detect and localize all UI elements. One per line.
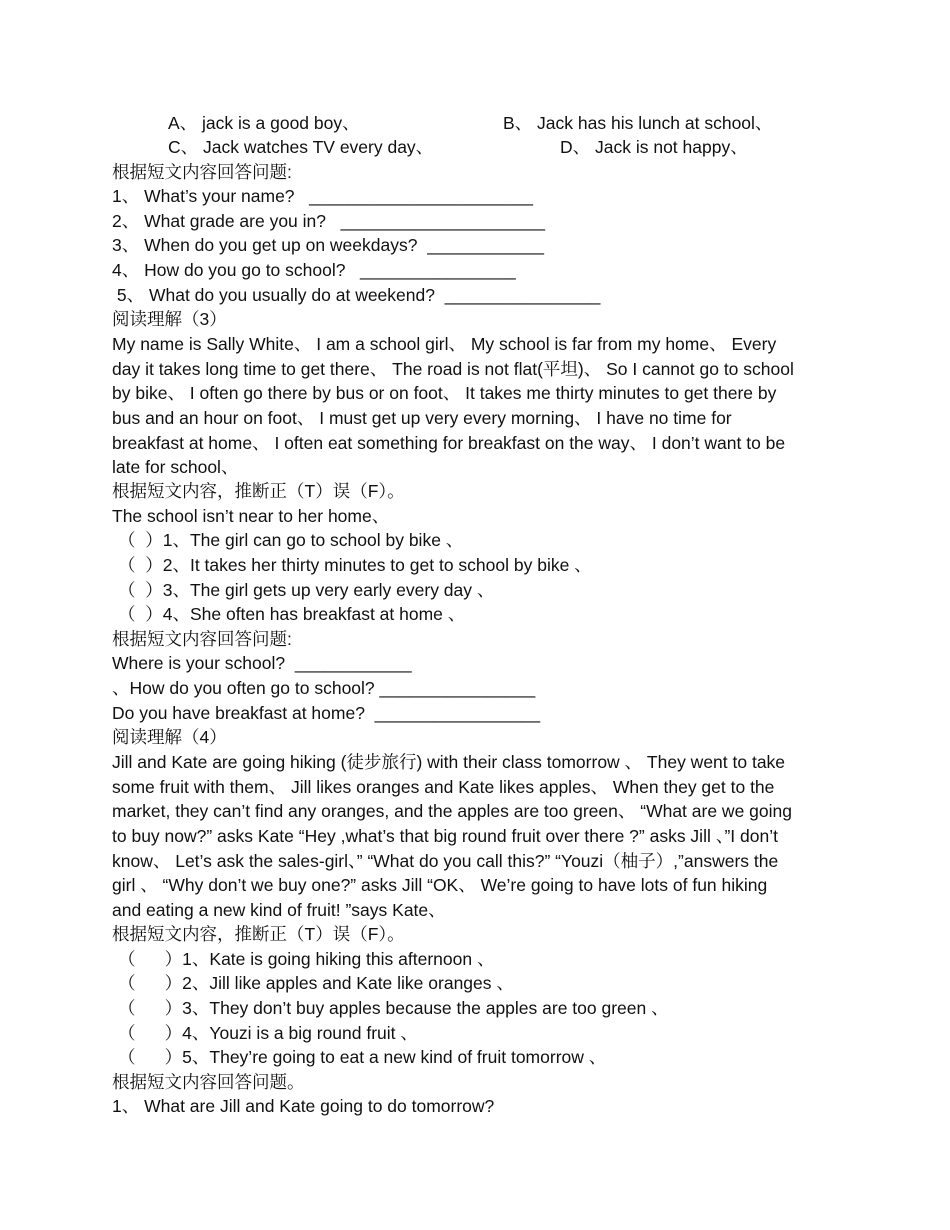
passage-line: My name is Sally White、 I am a school girl、 My school is far from my home、 Every xyxy=(112,334,777,354)
section-heading: 根据短文内容回答问题: xyxy=(112,162,292,182)
passage-line: bus and an hour on foot、 I must get up very every morning、 I have no time for xyxy=(112,407,732,428)
passage-line: girl 、 “Why don’t we buy one?” asks Jill “OK、 We’re going to have lots of fun hiking xyxy=(112,875,768,896)
question-item: 1、 What are Jill and Kate going to do tomorrow? xyxy=(112,1096,495,1116)
option-d: D、 Jack is not happy、 xyxy=(560,137,748,157)
question-item: Do you have breakfast at home? _________________ xyxy=(112,703,541,723)
passage-line: by bike、 I often go there by bus or on foot、 It takes me thirty minutes to get there by xyxy=(112,383,777,404)
tf-item: （ ）4、Youzi is a big round fruit 、 xyxy=(118,1023,418,1043)
passage-line: late for school、 xyxy=(112,457,239,478)
reading-passage xyxy=(112,332,840,480)
question-item: 5、 What do you usually do at weekend? ________________ xyxy=(112,285,601,305)
tf-item: （ ）4、She often has breakfast at home 、 xyxy=(118,604,466,624)
reading-title: 阅读理解（3） xyxy=(112,309,227,329)
passage-line: market, they can’t find any oranges, and the apples are too green、 “What are we going xyxy=(112,801,792,822)
passage-line: breakfast at home、 I often eat something for breakfast on the way、 I don’t want to be xyxy=(112,432,786,453)
question-item: 1、 What’s your name? _______________________ xyxy=(112,186,533,206)
reading-passage xyxy=(112,750,840,923)
section-heading: 根据短文内容，推断正（T）误（F）。 xyxy=(112,924,405,944)
passage-line: Jill and Kate are going hiking (徒步旅行) with their class tomorrow 、 They went to take xyxy=(112,752,786,772)
section-heading: 根据短文内容，推断正（T）误（F）。 xyxy=(112,481,405,501)
question-item: 2、 What grade are you in? _____________________ xyxy=(112,211,545,231)
tf-item: （ ）1、The girl can go to school by bike 、 xyxy=(118,530,464,550)
passage-line: and eating a new kind of fruit! ”says Kate、 xyxy=(112,899,446,920)
reading-title: 阅读理解（4） xyxy=(112,727,227,747)
question-item: Where is your school? ____________ xyxy=(112,653,412,673)
section-heading: 根据短文内容回答问题。 xyxy=(112,1072,305,1092)
option-a: A、 jack is a good boy、 xyxy=(168,113,360,133)
tf-item: （ ）2、Jill like apples and Kate like oranges 、 xyxy=(118,973,514,993)
tf-item: （ ）5、They’re going to eat a new kind of fruit tomorrow 、 xyxy=(118,1047,607,1067)
passage-line: to buy now?” asks Kate “Hey ,what’s that big round fruit over there ?” asks Jill 、”I don’t xyxy=(112,825,778,846)
option-c: C、 Jack watches TV every day、 xyxy=(168,137,434,157)
question-item: 、How do you often go to school? ________________ xyxy=(112,678,536,698)
passage-line: day it takes long time to get there、 The road is not flat(平坦)、 So I cannot go to school xyxy=(112,358,794,379)
option-b: B、 Jack has his lunch at school、 xyxy=(503,113,773,133)
question-item: 4、 How do you go to school? ________________ xyxy=(112,260,516,280)
tf-item: （ ）1、Kate is going hiking this afternoon 、 xyxy=(118,949,495,969)
tf-item: （ ）2、It takes her thirty minutes to get to school by bike 、 xyxy=(118,555,592,575)
passage-line: know、 Let’s ask the sales-girl、” “What do you call this?” “Youzi（柚子）,”answers the xyxy=(112,850,779,871)
section-heading: 根据短文内容回答问题: xyxy=(112,629,292,649)
tf-item: （ ）3、The girl gets up very early every day 、 xyxy=(118,580,495,600)
tf-item: （ ）3、They don’t buy apples because the apples are too green 、 xyxy=(118,998,669,1018)
statement: The school isn’t near to her home、 xyxy=(112,506,390,526)
question-item: 3、 When do you get up on weekdays? ____________ xyxy=(112,235,544,255)
passage-line: some fruit with them、 Jill likes oranges and Kate likes apples、 When they get to the xyxy=(112,776,775,797)
